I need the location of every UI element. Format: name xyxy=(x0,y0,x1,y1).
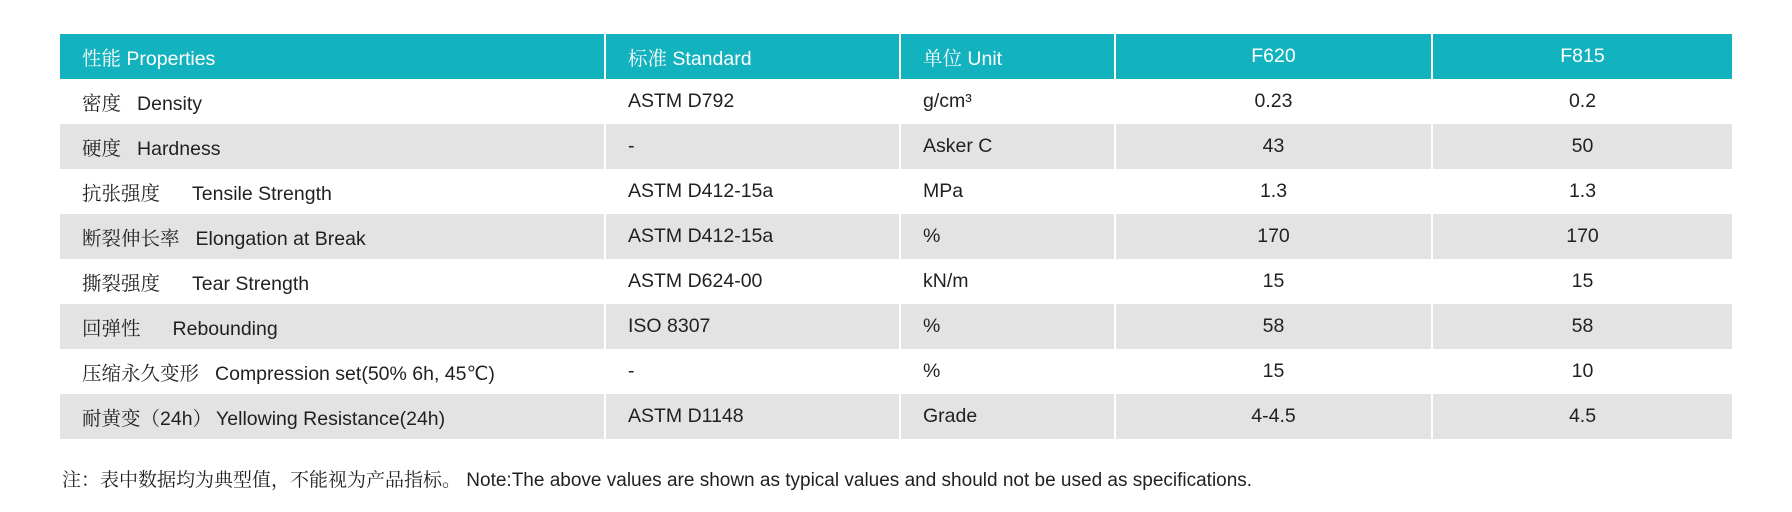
cell-standard: ASTM D792 xyxy=(605,79,900,124)
property-name-en: Hardness xyxy=(137,137,221,160)
property-name-en: Tear Strength xyxy=(192,272,310,295)
cell-f815: 170 xyxy=(1432,214,1732,259)
table-row xyxy=(60,79,1732,124)
table-header xyxy=(60,34,1732,79)
cell-f620: 15 xyxy=(1115,349,1432,394)
property-name-en: Tensile Strength xyxy=(192,182,332,205)
cell-f620: 58 xyxy=(1115,304,1432,349)
property-name-en: Elongation at Break xyxy=(195,227,366,250)
cell-property xyxy=(60,214,605,259)
column-header-standard: 标准 Standard xyxy=(605,34,900,79)
cell-property xyxy=(60,394,605,439)
cell-standard: - xyxy=(605,124,900,169)
table-body xyxy=(60,79,1732,439)
cell-f620: 43 xyxy=(1115,124,1432,169)
cell-f620: 0.23 xyxy=(1115,79,1432,124)
table-row xyxy=(60,169,1732,214)
column-header-f815: F815 xyxy=(1432,34,1732,79)
table-row xyxy=(60,304,1732,349)
cell-f815: 15 xyxy=(1432,259,1732,304)
property-name-cn: 密度 xyxy=(82,92,122,115)
table-row xyxy=(60,259,1732,304)
column-header-f620: F620 xyxy=(1115,34,1432,79)
property-name-cn: 硬度 xyxy=(82,137,122,160)
cell-property xyxy=(60,304,605,349)
property-name-en: Density xyxy=(137,92,203,115)
cell-standard: ISO 8307 xyxy=(605,304,900,349)
cell-f620: 4-4.5 xyxy=(1115,394,1432,439)
cell-standard: ASTM D412-15a xyxy=(605,214,900,259)
cell-property xyxy=(60,349,605,394)
property-name-en: Compression set(50% 6h, 45℃) xyxy=(215,362,495,385)
cell-property xyxy=(60,259,605,304)
cell-unit: % xyxy=(900,349,1115,394)
property-name-cn: 回弹性 xyxy=(82,317,141,340)
property-name-cn: 压缩永久变形 xyxy=(82,362,200,385)
cell-unit: % xyxy=(900,214,1115,259)
table-row xyxy=(60,394,1732,439)
property-name-cn: 抗张强度 xyxy=(82,182,161,205)
cell-unit: Asker C xyxy=(900,124,1115,169)
table-row xyxy=(60,349,1732,394)
table-header-row xyxy=(60,34,1732,79)
property-name-en: Yellowing Resistance(24h) xyxy=(216,407,446,430)
column-header-unit: 单位 Unit xyxy=(900,34,1115,79)
cell-f815: 1.3 xyxy=(1432,169,1732,214)
property-name-en: Rebounding xyxy=(172,317,278,340)
cell-unit: Grade xyxy=(900,394,1115,439)
cell-standard: ASTM D412-15a xyxy=(605,169,900,214)
cell-property xyxy=(60,124,605,169)
table-row xyxy=(60,214,1732,259)
cell-f815: 58 xyxy=(1432,304,1732,349)
cell-f815: 10 xyxy=(1432,349,1732,394)
property-name-cn: 耐黄变（24h） xyxy=(82,407,213,430)
cell-standard: ASTM D1148 xyxy=(605,394,900,439)
cell-f815: 0.2 xyxy=(1432,79,1732,124)
cell-unit: MPa xyxy=(900,169,1115,214)
property-name-cn: 断裂伸长率 xyxy=(82,227,180,250)
column-header-properties: 性能 Properties xyxy=(60,34,605,79)
property-name-cn: 撕裂强度 xyxy=(82,272,161,295)
table-footnote: 注：表中数据均为典型值，不能视为产品指标。 Note:The above values are shown as typical values and should not be used as specifications. xyxy=(62,470,1253,491)
cell-f620: 170 xyxy=(1115,214,1432,259)
cell-property xyxy=(60,79,605,124)
table-row xyxy=(60,124,1732,169)
cell-unit: g/cm³ xyxy=(900,79,1115,124)
cell-f620: 15 xyxy=(1115,259,1432,304)
cell-standard: - xyxy=(605,349,900,394)
cell-f815: 4.5 xyxy=(1432,394,1732,439)
cell-property xyxy=(60,169,605,214)
properties-table xyxy=(60,34,1732,439)
cell-standard: ASTM D624-00 xyxy=(605,259,900,304)
cell-unit: kN/m xyxy=(900,259,1115,304)
cell-unit: % xyxy=(900,304,1115,349)
cell-f815: 50 xyxy=(1432,124,1732,169)
cell-f620: 1.3 xyxy=(1115,169,1432,214)
